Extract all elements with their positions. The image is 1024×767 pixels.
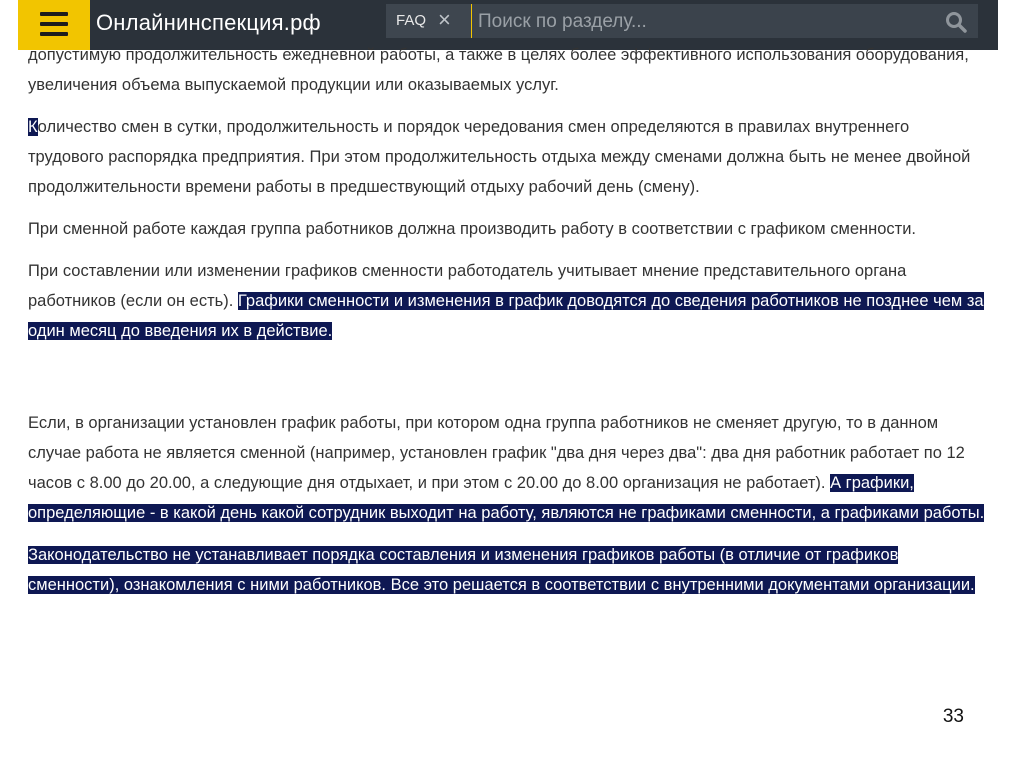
highlighted-text: А графики, определяющие - в какой день какой сотрудник выходит на работу, являются не графиками сменности, а графиками работы. — [28, 474, 985, 522]
paragraph-6 — [28, 540, 988, 600]
hamburger-icon — [40, 12, 68, 16]
faq-filter-chip[interactable] — [386, 4, 472, 38]
paragraph-text: Если, в организации установлен график работы, при котором одна группа работников не сменяет другую, то в данном случае работа не является сменной (например, установлен график "два дня через два": два дня работник работает по 12 часов с 8.00 до 20.00, а следующие дня отдыхает, и при этом с 20.00 до 8.00 организация не работает). — [28, 414, 965, 492]
paragraph-2 — [28, 112, 988, 202]
paragraph-text: При составлении или изменении графиков сменности работодатель учитывает мнение представительного органа работников (если он есть). — [28, 262, 907, 310]
article-content — [28, 40, 988, 612]
paragraph-4 — [28, 256, 988, 346]
highlighted-text: Законодательство не устанавливает порядка составления и изменения графиков работы (в отличие от графиков сменности), ознакомления с ними работников. Все это решается в соответствии с внутренними документами организации. — [28, 546, 975, 594]
faq-chip-label: FAQ — [396, 12, 427, 29]
hamburger-icon-line — [40, 22, 68, 26]
paragraph-text: допустимую продолжительность ежедневной работы, а также в целях более эффективного использования оборудования, увеличения объема выпускаемой продукции или оказываемых услуг. — [28, 46, 969, 94]
close-icon[interactable]: × — [438, 7, 451, 32]
paragraph-1 — [28, 40, 988, 100]
search-input[interactable] — [476, 4, 940, 40]
site-title[interactable]: Онлайнинспекция.рф — [96, 10, 321, 35]
slide-page-number: 33 — [942, 706, 964, 727]
paragraph-3 — [28, 214, 988, 244]
search-icon[interactable] — [944, 10, 968, 34]
highlighted-text: Графики сменности и изменения в график доводятся до сведения работников не позднее чем за один месяц до введения их в действие. — [28, 292, 984, 340]
paragraph-5 — [28, 408, 988, 528]
search-bar — [384, 2, 980, 40]
hamburger-icon-line — [40, 32, 68, 36]
spacer — [28, 358, 988, 408]
paragraph-text: оличество смен в сутки, продолжительность и порядок чередования смен определяются в правилах внутреннего трудового распорядка предприятия. При этом продолжительность отдыха между сменами должна быть не менее двойной продолжительности времени работы в предшествующий отдыху рабочий день (смену). — [28, 118, 971, 196]
selected-first-letter: К — [28, 118, 38, 136]
paragraph-text: При сменной работе каждая группа работников должна производить работу в соответствии с графиком сменности. — [28, 220, 917, 238]
